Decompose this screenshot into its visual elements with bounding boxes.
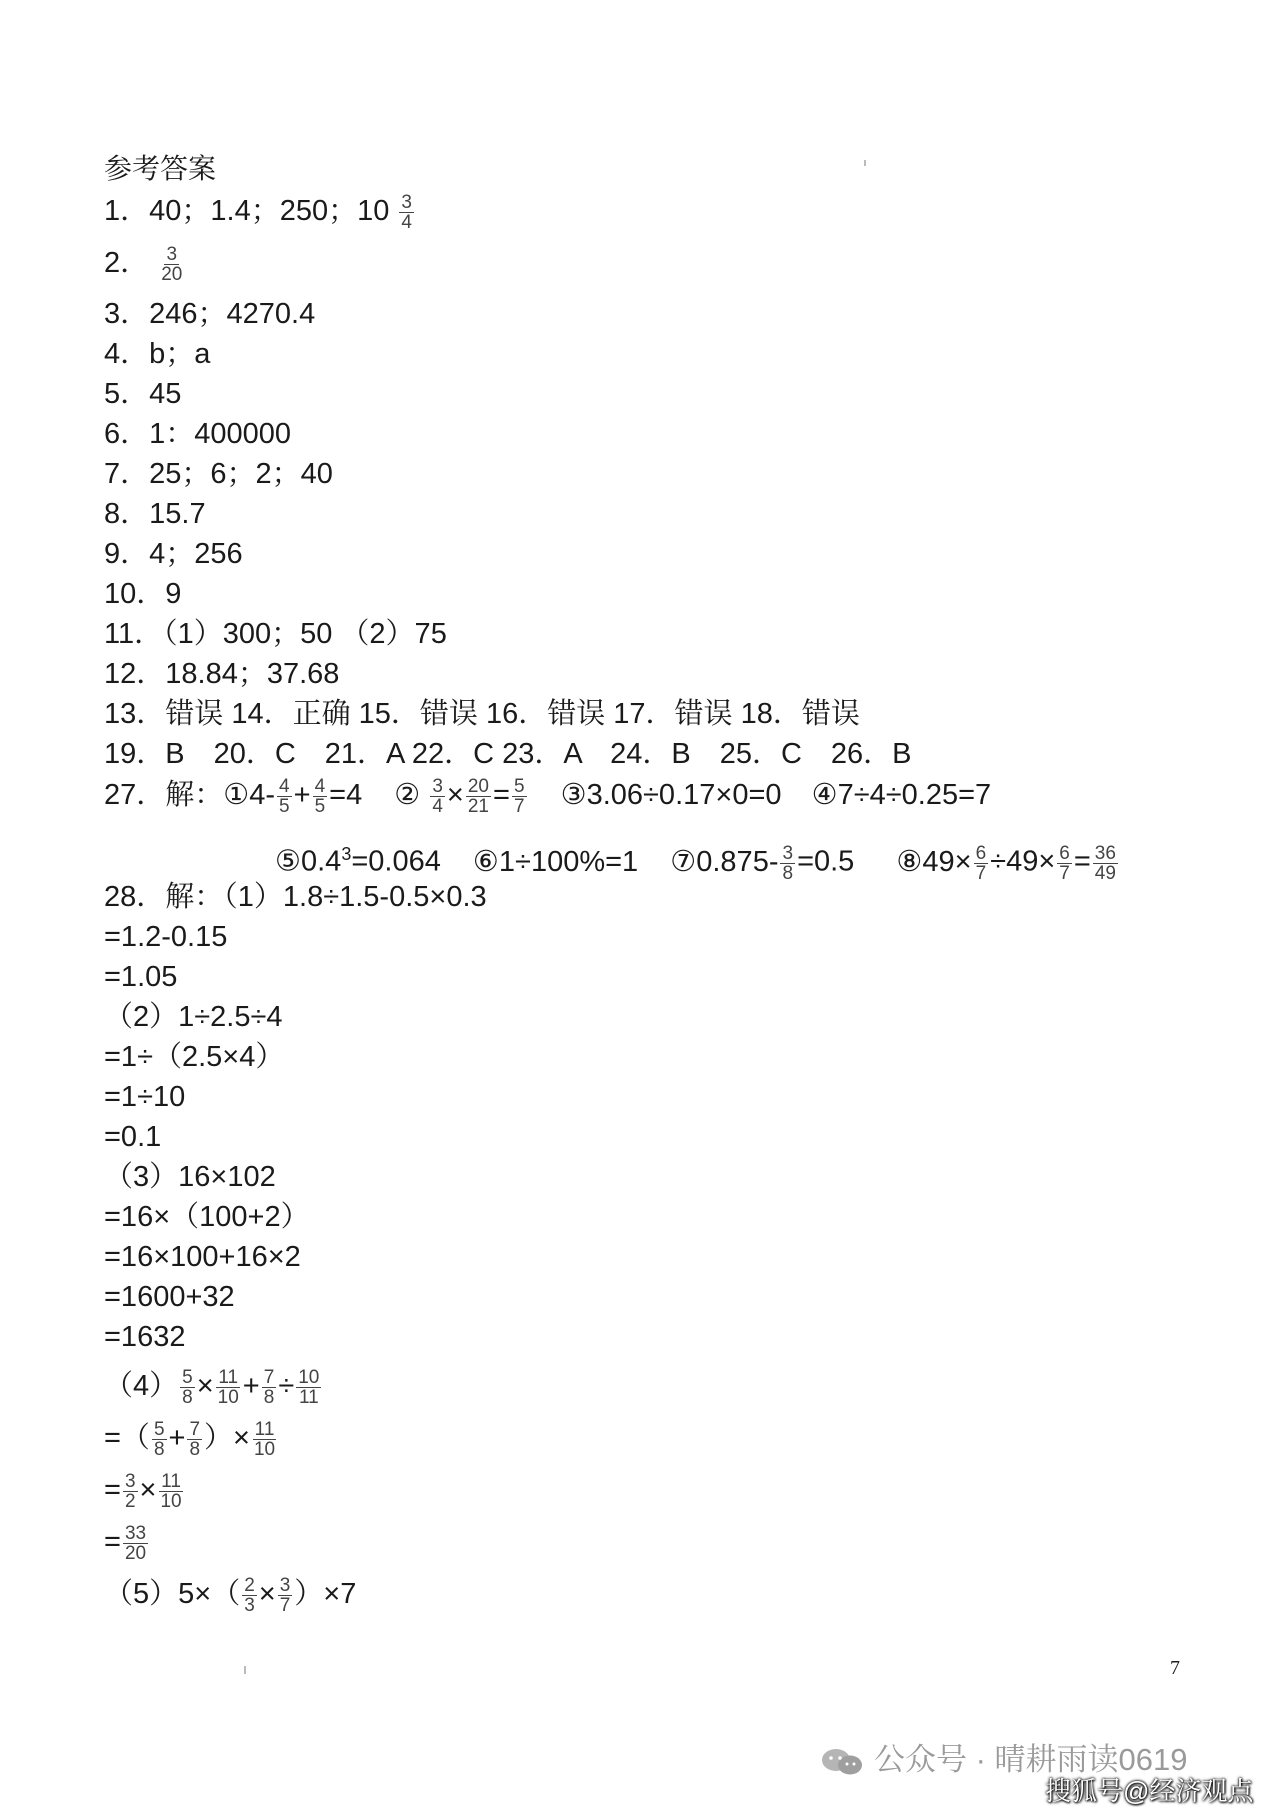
answer-28-line-10: =16×100+16×2 (104, 1241, 301, 1273)
answer-9: 9．4；256 (104, 538, 243, 570)
fraction: $\frac{6}{7}$ (1059, 842, 1070, 884)
q28-text: × (139, 1474, 157, 1507)
fraction: $\frac{7}{8}$ (263, 1367, 275, 1408)
q27-text: = (493, 779, 510, 812)
fraction: $\frac{3}{4}$ (432, 776, 443, 817)
fraction: $\frac{3}{8}$ (782, 842, 794, 884)
q27-text: ④7÷4÷0.25=7 (811, 779, 992, 812)
answer-4: 4．b；a (104, 338, 211, 370)
q28-text: =（ (104, 1422, 150, 1455)
q28-text: （4） (104, 1370, 179, 1403)
q27-text: =0.064 (351, 845, 441, 878)
answer-28-step-2 (104, 1472, 186, 1511)
fraction: $\frac{5}{8}$ (182, 1367, 193, 1408)
q28-text: = (104, 1526, 121, 1559)
q28-text: × (196, 1370, 214, 1403)
answer-28-line-8: （3）16×102 (104, 1161, 276, 1193)
answer-28-line-1: 28．解：（1）1.8÷1.5-0.5×0.3 (104, 881, 487, 913)
q27-text: ⑥1÷100%=1 (472, 845, 639, 878)
answer-28-line-3: =1.05 (104, 961, 178, 993)
answer-1-text: 1．40；1.4；250；10 (104, 195, 390, 228)
answer-28-line-7: =0.1 (104, 1121, 162, 1153)
q28-text: + (242, 1370, 260, 1403)
answer-1 (104, 193, 416, 232)
answer-27-row-1 (104, 777, 991, 816)
fraction: $\frac{20}{21}$ (467, 776, 489, 817)
fraction: $\frac{3}{7}$ (279, 1575, 291, 1616)
answer-10: 10．9 (104, 578, 182, 610)
q27-text: + (293, 779, 311, 812)
q28-text: ）× (204, 1422, 250, 1455)
chat-bubble-icon (820, 1747, 864, 1777)
answer-28-line-4: （2）1÷2.5÷4 (104, 1001, 283, 1033)
fraction: $\frac{33}{20}$ (124, 1523, 147, 1564)
answer-2 (104, 245, 186, 284)
scan-speck (244, 1666, 246, 1674)
answer-8: 8．15.7 (104, 498, 206, 530)
answer-28-part-4 (104, 1368, 323, 1407)
fraction: $\frac{10}{11}$ (298, 1367, 320, 1408)
fraction: $\frac{3}{4}$ (401, 192, 412, 233)
fraction: $\frac{36}{49}$ (1094, 842, 1116, 884)
fraction: $\frac{6}{7}$ (975, 842, 987, 884)
q27-text: ⑦0.875- (670, 845, 779, 878)
answer-28-line-12: =1632 (104, 1321, 186, 1353)
q27-text: 27．解：①4- (104, 779, 276, 812)
answer-27-row-2 (275, 837, 1120, 883)
page-number: 7 (1170, 1657, 1180, 1679)
answer-3: 3．246；4270.4 (104, 298, 316, 330)
fraction: $\frac{11}{10}$ (253, 1419, 276, 1460)
fraction: $\frac{11}{10}$ (217, 1367, 239, 1408)
q27-text: =0.5 (797, 845, 855, 878)
fraction: $\frac{2}{3}$ (244, 1575, 255, 1616)
fraction: $\frac{3}{2}$ (124, 1471, 136, 1512)
answer-12: 12．18.84；37.68 (104, 658, 340, 690)
q27-text: = (1073, 845, 1091, 878)
answer-28-line-9: =16×（100+2） (104, 1201, 310, 1233)
q27-text: ⑧49× (896, 845, 972, 878)
q28-text: （5）5×（ (104, 1578, 241, 1611)
fraction: $\frac{11}{10}$ (160, 1471, 182, 1512)
answer-28-step-3 (104, 1524, 150, 1563)
source-watermark: 搜狐号@经济观点 (1045, 1776, 1254, 1806)
answer-7: 7．25；6；2；40 (104, 458, 333, 490)
q27-text: × (446, 779, 464, 812)
answers-19-26: 19．B 20．C 21．A 22．C 23．A 24．B 25．C 26．B (104, 738, 912, 770)
exponent: 3 (341, 844, 352, 864)
answer-6: 6．1：400000 (104, 418, 292, 450)
account-name: 公众号 · 晴耕雨读0619 (874, 1742, 1188, 1777)
q27-text: ③3.06÷0.17×0=0 (560, 779, 782, 812)
answer-28-step-1 (104, 1420, 279, 1459)
scan-speck (864, 160, 866, 166)
q27-text: ⑤0.4 (275, 845, 342, 878)
q27-text: ② (394, 779, 421, 812)
answer-5: 5．45 (104, 378, 182, 410)
fraction: $\frac{4}{5}$ (279, 776, 290, 817)
q28-text: = (104, 1474, 121, 1507)
fraction: $\frac{4}{5}$ (314, 776, 326, 817)
fraction: $\frac{5}{7}$ (513, 776, 525, 817)
answer-28-line-2: =1.2-0.15 (104, 921, 228, 953)
fraction: $\frac{3}{20}$ (161, 244, 183, 285)
answer-11: 11．（1）300；50 （2）75 (104, 618, 447, 650)
page-title: 参考答案 (104, 152, 217, 185)
q28-text: + (168, 1422, 186, 1455)
q27-text: ÷49× (990, 845, 1056, 878)
q27-text: =4 (329, 779, 363, 812)
fraction: $\frac{7}{8}$ (189, 1419, 201, 1460)
fraction: $\frac{5}{8}$ (153, 1419, 165, 1460)
answer-28-line-6: =1÷10 (104, 1081, 186, 1113)
q28-text: × (258, 1578, 276, 1611)
answer-28-line-11: =1600+32 (104, 1281, 235, 1313)
q28-text: ÷ (278, 1370, 295, 1403)
answers-13-18: 13．错误 14．正确 15．错误 16．错误 17．错误 18．错误 (104, 698, 860, 730)
answer-28-part-5 (104, 1576, 356, 1615)
answer-28-line-5: =1÷（2.5×4） (104, 1041, 285, 1073)
answer-2-text: 2． (104, 247, 150, 280)
q28-text: ）×7 (294, 1578, 357, 1611)
